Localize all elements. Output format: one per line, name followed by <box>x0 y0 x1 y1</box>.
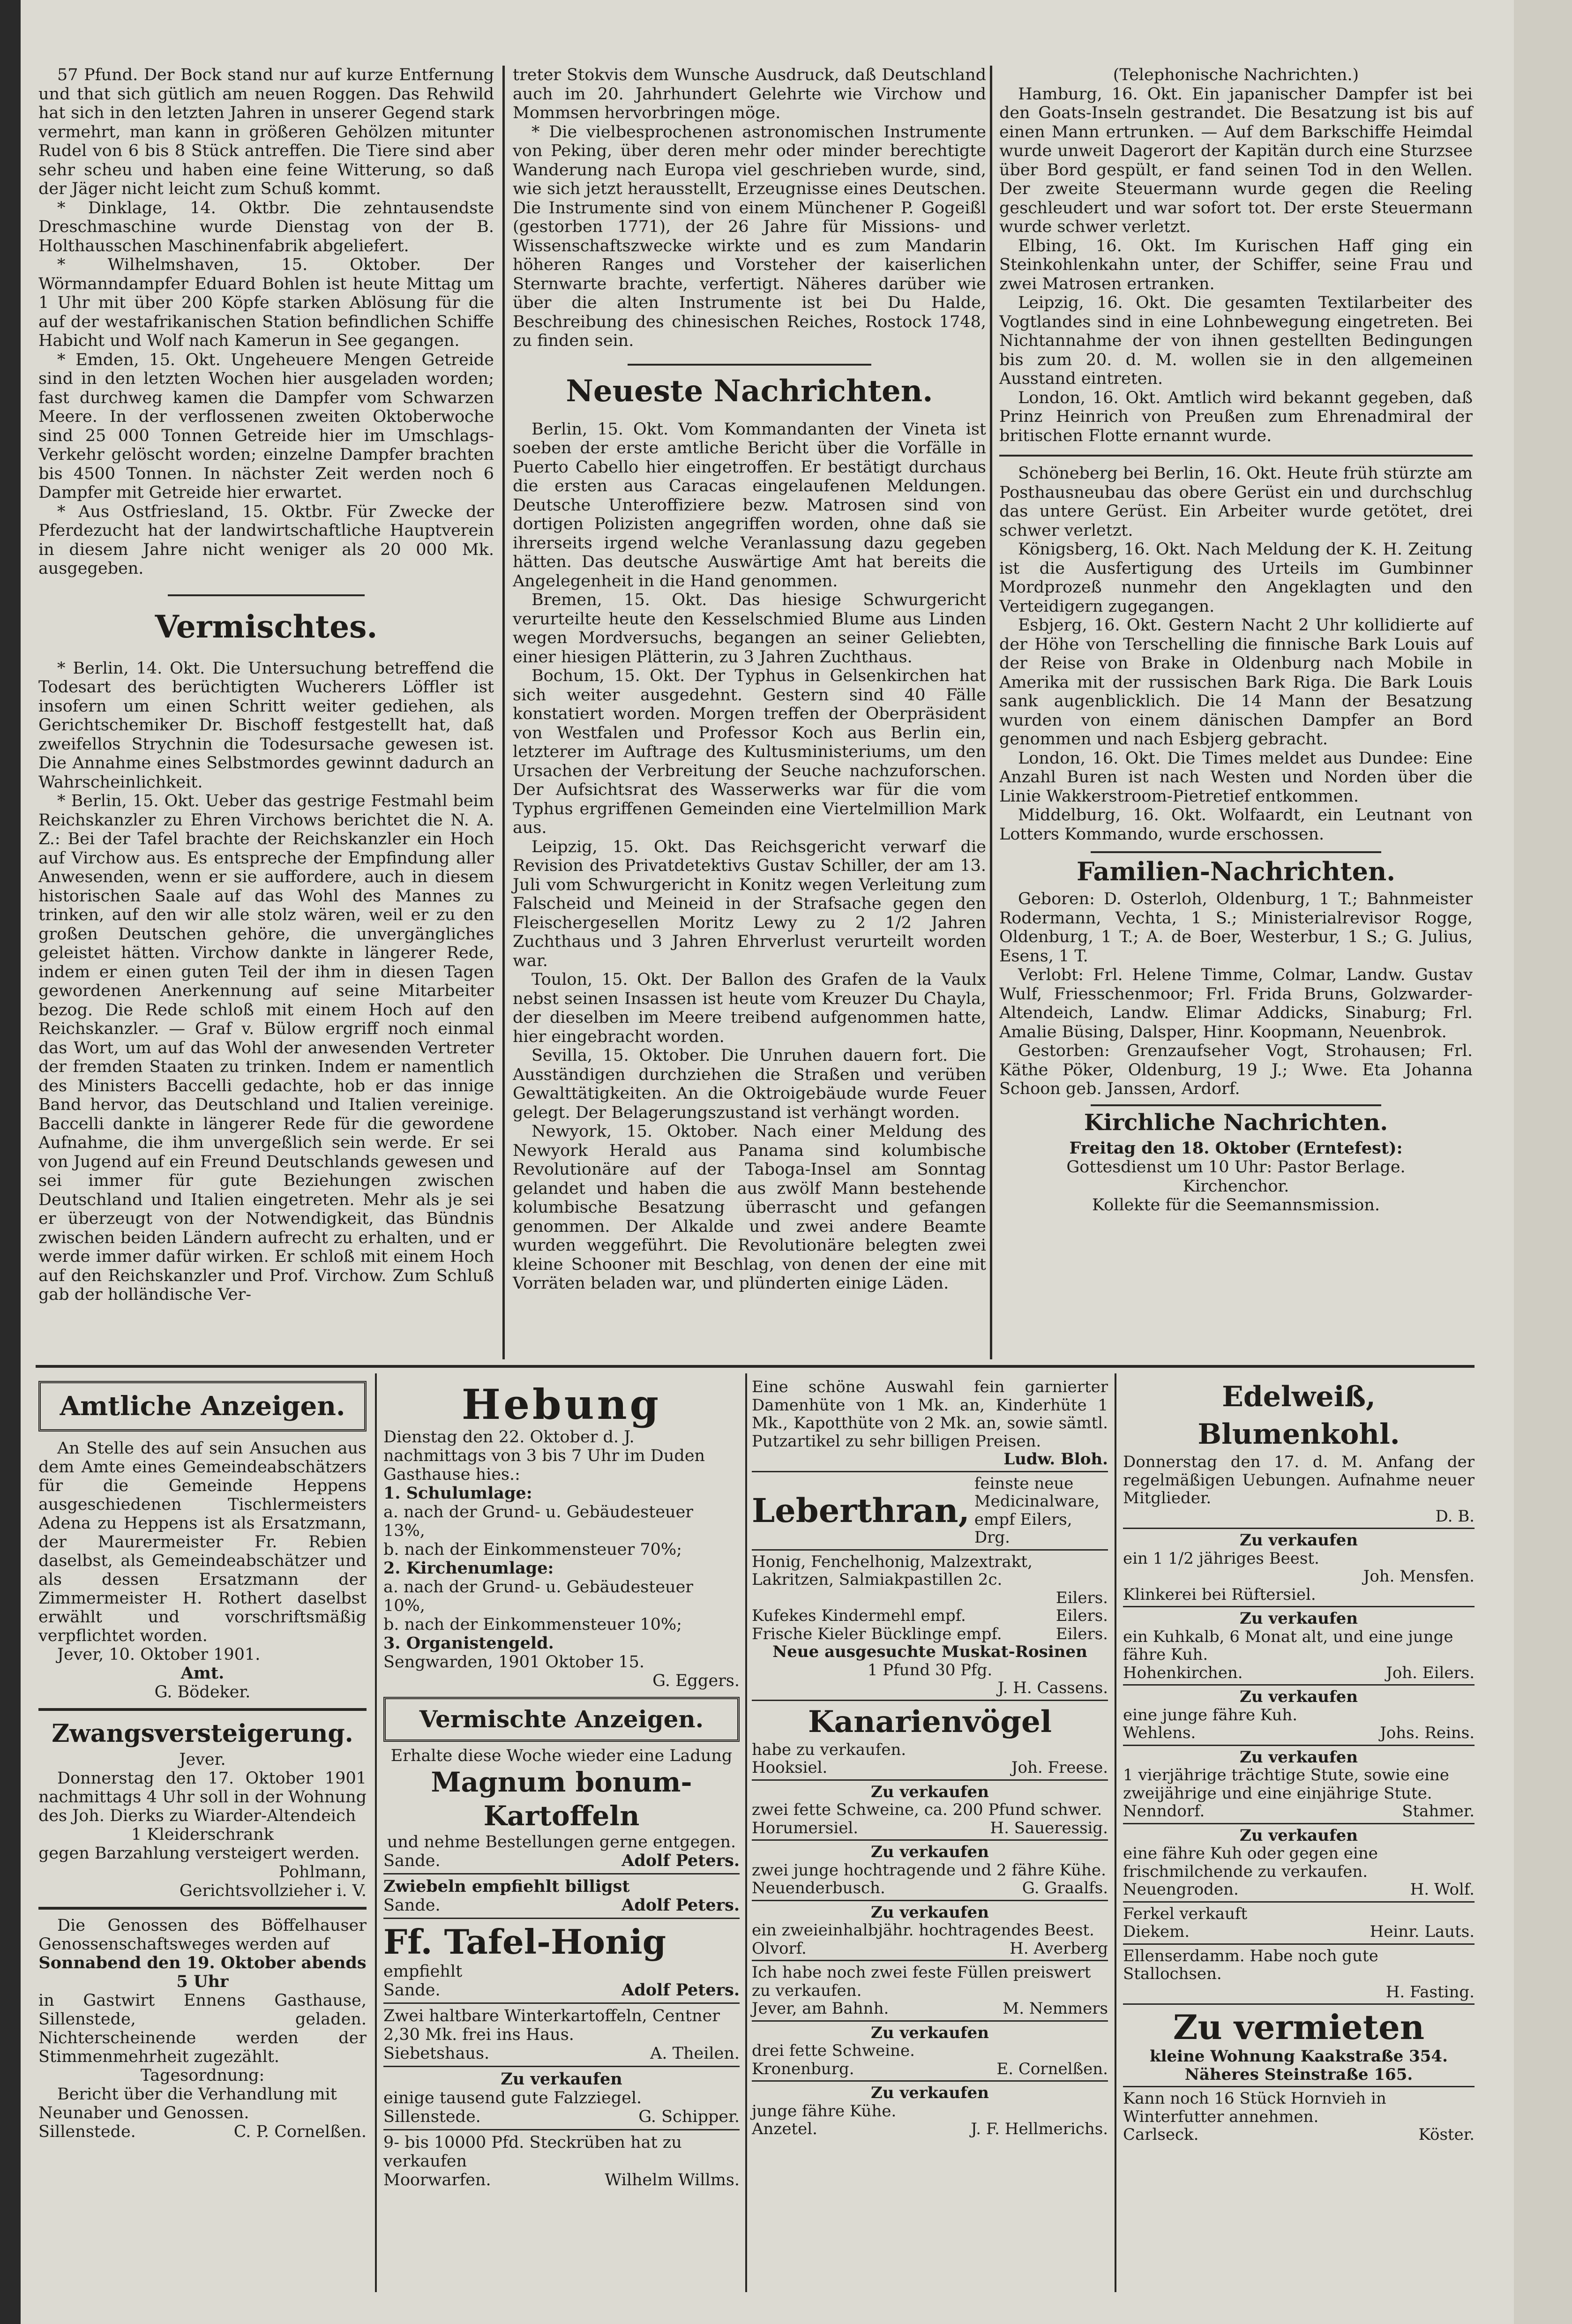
ad-signature: Joh. Freese. <box>1011 1758 1108 1777</box>
ad-subheading: Zu verkaufen <box>871 1782 989 1801</box>
column-rule <box>745 1373 747 2292</box>
ad-signature: Köster. <box>1418 2125 1475 2144</box>
ad-subheading: Zu verkaufen <box>871 2084 989 2102</box>
scan-edge <box>0 0 21 2324</box>
ad-signature: Eilers. <box>1055 1624 1108 1643</box>
article: Berlin, 15. Okt. Vom Kommandanten der Vineta ist soeben der erste amtliche Bericht über die Vorfälle in Puerto Cabello hier eingetroffen. Er bestätigt durchaus die ersten aus Caracas eingelaufenen Meldungen. Deutsche Unteroffiziere bezw. Matrosen sind von dortigen Polizisten angegriffen worden, ohne daß sie ihrerseits irgend welche Veranlassung dazu gegeben hätten. Das deutsche Auswärtige Amt hat bereits die Angelegenheit in die Hand genommen. <box>513 420 986 591</box>
ad-text: Frische Kieler Bücklinge empf. <box>752 1624 1002 1643</box>
ad-subheading: Zu verkaufen <box>871 1903 989 1922</box>
ad-date: Jever, 10. Oktober 1901. <box>57 1645 261 1664</box>
article: London, 16. Okt. Die Times meldet aus Dundee: Eine Anzahl Buren ist nach Westen und Norden über die Linie Wakkerstroom-Pietretief entkommen. <box>999 749 1473 806</box>
family-notice: Gestorben: Grenzaufseher Vogt, Strohausen; Frl. Käthe Pöker, Oldenburg, 19 J.; Wwe. Eta Johanna Schoon geb. Janssen, Ardorf. <box>999 1042 1473 1098</box>
ad-text: Ellenserdamm. Habe noch gute Stallochsen. <box>1123 1946 1378 1983</box>
ads-column-b <box>383 1381 740 2189</box>
article: Toulon, 15. Okt. Der Ballon des Grafen de la Vaulx nebst seinen Insassen ist heute vom Kreuzer Du Chayla, der dieselben im Meere treibend aufgenommen hatte, hier eingebracht worden. <box>513 970 986 1046</box>
article: Esbjerg, 16. Okt. Gestern Nacht 2 Uhr kollidierte auf der Höhe von Terschelling die finnische Bark Louis auf der Reise von Brake in Oldenburg nach Mobile in Amerika mit der russischen Bark Riga. Die Bark Louis sank augenblicklich. Die 14 Mann der Besatzung wurden von einem dänischen Dampfer an Bord genommen und nach Esbjerg gebracht. <box>999 616 1473 749</box>
ad-subheading: Zu verkaufen <box>1240 1747 1358 1767</box>
section-heading: Vermischtes. <box>155 608 378 645</box>
ad-text: ein zweieinhalbjähr. hochtragendes Beest. <box>752 1921 1094 1940</box>
ad-signature: E. Cornelßen. <box>996 2059 1108 2078</box>
church-line: Kirchenchor. <box>1183 1177 1289 1196</box>
ad-heading: Zwangsversteigerung. <box>52 1719 353 1748</box>
ad-signature: G. Eggers. <box>652 1672 740 1690</box>
column-rule <box>1115 1373 1116 2292</box>
ad-heading: Hebung <box>461 1380 662 1429</box>
column-rule <box>375 1373 377 2292</box>
ad-text: empfiehlt <box>383 1962 463 1981</box>
church-line: Gottesdienst um 10 Uhr: Pastor Berlage. <box>1066 1158 1406 1177</box>
ad-date: Sengwarden, 1901 Oktober 15. <box>383 1653 644 1672</box>
ad-text: Näheres Steinstraße 165. <box>1184 2065 1413 2084</box>
ad-text: feinste neue Medicinalware, empf Eilers, Drg. <box>974 1474 1100 1547</box>
ad-text: einige tausend gute Falzziegel. <box>383 2089 642 2107</box>
article: * Emden, 15. Okt. Ungeheuere Mengen Getreide sind in den letzten Wochen hier ausgeladen worden; fast durchweg kamen die Dampfer vom Schwarzen Meere. In der verflossenen zweiten Oktoberwoche sind 25 000 Tonnen Getreide hier im Umschlags-Verkehr gelöscht worden; einzelne Dampfer brachten bis 4500 Tonnen. In nächster Zeit werden noch 6 Dampfer mit Getreide hier erwartet. <box>38 350 494 502</box>
ad-subheading: Zu verkaufen <box>871 2023 989 2042</box>
article: Hamburg, 16. Okt. Ein japanischer Dampfer ist bei den Goats-Inseln gestrandet. Die Besatzung ist bis auf einen Mann ertrunken. — Auf dem Barkschiffe Heimdal wurde unweit Dagerort der Kapitän durch eine Sturzsee über Bord gespült, er fand seinen Tod in den Wellen. Der zweite Steuermann wurde gegen die Reeling geschleudert und war sofort tot. Der erste Steuermann wurde schwer verletzt. <box>999 84 1473 236</box>
ad-text: Zwiebeln empfiehlt billigst <box>383 1877 630 1896</box>
ad-place: Sillenstede. <box>38 2122 136 2141</box>
section-heading: Kirchliche Nachrichten. <box>1084 1109 1388 1136</box>
ad-text: in Gastwirt Ennens Gasthause, Sillenstede, geladen. Nichterscheinende werden der Stimmenmehrheit zugezählt. <box>38 1991 367 2066</box>
ad-text: ein Kuhkalb, 6 Monat alt, und eine junge fähre Kuh. <box>1123 1627 1453 1664</box>
ad-place: Kronenburg. <box>752 2059 854 2078</box>
ad-headline: Kanarienvögel <box>808 1704 1052 1739</box>
ad-text: zwei fette Schweine, ca. 200 Pfund schwer. <box>752 1800 1102 1819</box>
ad-signature: H. Averberg <box>1010 1939 1108 1958</box>
ad-text: eine junge fähre Kuh. <box>1123 1705 1298 1724</box>
church-date: Freitag den 18. Oktober (Erntefest): <box>1069 1138 1403 1158</box>
ad-subheading: Zu verkaufen <box>1240 1687 1358 1706</box>
ad-text: b. nach der Einkommensteuer 10%; <box>383 1615 682 1634</box>
article: Königsberg, 16. Okt. Nach Meldung der K. H. Zeitung ist die Ausfertigung des Urteils im Gumbinner Mordprozeß nunmehr den Angeklagten und den Verteidigern zugegangen. <box>999 540 1473 616</box>
article: Middelburg, 16. Okt. Wolfaardt, ein Leutnant von Lotters Kommando, wurde erschossen. <box>999 806 1473 844</box>
ad-office: Amt. <box>180 1664 225 1683</box>
ad-signature: G. Bödeker. <box>154 1683 251 1702</box>
ad-text: Ferkel verkauft <box>1123 1904 1248 1923</box>
ad-signature: J. H. Cassens. <box>997 1679 1108 1697</box>
ad-text: eine fähre Kuh oder gegen eine frischmilchende zu verkaufen. <box>1123 1844 1378 1881</box>
section-heading: Neueste Nachrichten. <box>566 373 933 409</box>
ad-headline: Magnum bonum-Kartoffeln <box>431 1766 692 1832</box>
ad-place: Moorwarfen. <box>383 2171 491 2189</box>
ad-place: Neuenderbusch. <box>752 1879 885 1897</box>
ad-text: habe zu verkaufen. <box>752 1740 906 1759</box>
ad-signature: Joh. Mensfen. <box>1363 1567 1475 1586</box>
article: * Dinklage, 14. Oktbr. Die zehntausendste Dreschmaschine wurde Dienstag von der B. Holthausschen Maschinenfabrik abgeliefert. <box>38 198 494 255</box>
church-line: Kollekte für die Seemannsmission. <box>1092 1196 1380 1214</box>
ad-subheading: 1. Schulumlage: <box>383 1484 532 1503</box>
article: Bremen, 15. Okt. Das hiesige Schwurgericht verurteilte heute den Kesselschmied Blume aus Linden wegen Mordversuchs, begangen an seiner Geliebten, einer hiesigen Plätterin, zu 3 Jahren Zuchthaus. <box>513 591 986 667</box>
ad-text: 1 Pfund 30 Pfg. <box>867 1660 993 1679</box>
ad-signature: G. Schipper. <box>638 2107 740 2126</box>
ad-place: Jever. <box>179 1750 226 1769</box>
ad-subheading: 2. Kirchenumlage: <box>383 1559 554 1578</box>
article: Bochum, 15. Okt. Der Typhus in Gelsenkirchen hat sich weiter ausgedehnt. Gestern sind 40 Fälle konstatiert worden. Morgen treffen der Oberpräsident von Westfalen und Professor Koch aus Berlin ein, letzterer im Auftrage des Kultusministeriums, um den Ursachen der Verbreitung der Seuche nachzuforschen. Der Aufsichtsrat des Wasserwerks war für die vom Typhus ergriffenen Gemeinden eine Viertelmillion Mark aus. <box>513 667 986 837</box>
column-rule <box>502 66 505 1359</box>
column-3 <box>999 66 1473 1215</box>
ad-place: Hohenkirchen. <box>1123 1663 1243 1682</box>
ad-subheading: Tagesordnung: <box>140 2066 265 2085</box>
ad-item: 1 Kleiderschrank <box>131 1825 274 1844</box>
ad-text: An Stelle des auf sein Ansuchen aus dem Amte eines Gemeindeabschätzers für die Gemeinde Heppens ausgeschiedenen Tischlermeisters Adena zu Heppens ist als Ersatzmann, der Maurermeister Fr. Rebien daselbst, als Gemeindeabschätzer und als dessen Ersatzmann der Zimmermeister H. Rothert daselbst erwählt und vorschriftsmäßig verpflichtet worden. <box>38 1439 367 1645</box>
ad-signature: Wilhelm Willms. <box>605 2171 740 2189</box>
ad-text: Bericht über die Verhandlung mit Neunaber und Genossen. <box>38 2085 337 2122</box>
ad-signature: C. P. Cornelßen. <box>233 2122 367 2141</box>
ad-text: drei fette Schweine. <box>752 2041 915 2060</box>
ads-column-a <box>38 1381 367 2141</box>
ad-text: ein 1 1/2 jähriges Beest. <box>1123 1549 1319 1568</box>
ad-signature: Adolf Peters. <box>621 1896 740 1915</box>
ad-text: junge fähre Kühe. <box>752 2101 897 2121</box>
ad-text: Eine schöne Auswahl fein garnierter Damenhüte von 1 Mk. an, Kinderhüte 1 Mk., Kapotthüte von 2 Mk. an, sowie sämtl. Putzartikel zu sehr billigen Preisen. <box>752 1378 1108 1451</box>
column-rule <box>990 66 992 1359</box>
ad-place: Nenndorf. <box>1123 1802 1205 1821</box>
family-notice: Verlobt: Frl. Helene Timme, Colmar, Landw. Gustav Wulf, Friesschenmoor; Frl. Frida Bruns, Golzwarder-Altendeich, Landw. Elimar Addicks, Sinaburg; Frl. Amalie Büsing, Dalsper, Hinr. Koopmann, Neuenbrok. <box>999 966 1473 1042</box>
ad-text: Donnerstag den 17. d. M. Anfang der regelmäßigen Uebungen. Aufnahme neuer Mitglieder. <box>1123 1453 1475 1507</box>
ad-headline: Ff. Tafel-Honig <box>383 1922 666 1962</box>
ad-signature: Johs. Reins. <box>1380 1724 1475 1742</box>
ad-text: Dienstag den 22. Oktober d. J. nachmittags von 3 bis 7 Uhr im Duden Gasthause hies.: <box>383 1428 705 1484</box>
ad-subheading: Zu verkaufen <box>871 1843 989 1861</box>
ad-place: Carlseck. <box>1123 2125 1199 2144</box>
ad-place: Klinkerei bei Rüftersiel. <box>1123 1585 1316 1604</box>
column-2 <box>513 66 986 1293</box>
ad-text: Zwei haltbare Winterkartoffeln, Centner 2,30 Mk. frei ins Haus. <box>383 2007 720 2044</box>
ad-headline: Edelweiß, Blumenkohl. <box>1198 1380 1400 1451</box>
ads-divider <box>36 1365 1475 1368</box>
section-heading: Familien-Nachrichten. <box>1076 856 1396 886</box>
ad-place: Siebetshaus. <box>383 2044 490 2063</box>
article: * Berlin, 14. Okt. Die Untersuchung betreffend die Todesart des berüchtigten Wucherers Löffler ist insofern um einen Schritt weiter gediehen, als Gerichtschemiker Dr. Bischoff festgestellt hat, daß zweifellos Strychnin die Todesursache gewesen ist. Die Annahme eines Selbstmordes gewinnt dadurch an Wahrscheinlichkeit. <box>38 659 494 792</box>
ad-signature: M. Nemmers <box>1003 1999 1108 2018</box>
ad-signature: Eilers. <box>1055 1606 1108 1625</box>
article: * Berlin, 15. Okt. Ueber das gestrige Festmahl beim Reichskanzler zu Ehren Virchows berichtet die N. A. Z.: Bei der Tafel brachte der Reichskanzler ein Hoch auf Virchow aus. Es entspreche der Empfindung aller Anwesenden, wenn er sie auffordere, auch in diesem historischen Saale auf das Wohl des Mannes zu trinken, auf den wir alle stolz wären, weil er zu den großen Deutschen gehöre, die unvergängliches geleistet hätten. Virchow dankte in längerer Rede, indem er einen guten Teil der ihm in diesen Tagen gewordenen Anerkennung auf seine Mitarbeiter bezog. Die Rede schloß mit einem Hoch auf den Reichskanzler. — Graf v. Bülow ergriff noch einmal das Wort, um auf das Wohl der anwesenden Vertreter der fremden Staaten zu trinken. Indem er namentlich des Ministers Baccelli gedachte, hob er das innige Band hervor, das Deutschland und Italien vereinige. Baccelli dankte in längerer Rede für die gewordene Aufnahme, die ihm unvergeßlich sein werde. Er sei von Jugend auf ein Freund Deutschlands gewesen und sei immer für gute Beziehungen zwischen Deutschland und Italien eingetreten. Mehr als je sei er überzeugt von der Notwendigkeit, das Bündnis zwischen beiden Ländern aufrecht zu erhalten, und er werde immer dafür wirken. Er schloß mit einem Hoch auf den Reichskanzler und Prof. Virchow. Zum Schluß gab der holländische Ver- <box>38 792 494 1304</box>
ad-signature: Stahmer. <box>1402 1802 1475 1821</box>
column-1 <box>38 66 494 1304</box>
ad-headline: Zu vermieten <box>1173 2007 1425 2047</box>
ad-signature: H. Wolf. <box>1410 1880 1475 1899</box>
ad-text: a. nach der Grund- u. Gebäudesteuer 10%, <box>383 1578 694 1615</box>
ad-place: Anzetel. <box>752 2120 817 2138</box>
ad-signature: Adolf Peters. <box>621 1851 740 1870</box>
ad-text: Donnerstag den 17. Oktober 1901 nachmittags 4 Uhr soll in der Wohnung des Joh. Dierks zu Wiarder-Altendeich <box>38 1769 367 1825</box>
article: * Wilhelmshaven, 15. Oktober. Der Wörmanndampfer Eduard Bohlen ist heute Mittag um 1 Uhr mit über 200 Köpfe starken Ablösung für die auf der westafrikanischen Station befindlichen Schiffe Habicht und Wolf nach Kamerun in See gegangen. <box>38 255 494 350</box>
ad-place: Wehlens. <box>1123 1724 1196 1742</box>
ad-signature: Heinr. Lauts. <box>1370 1922 1475 1941</box>
ad-text: Die Genossen des Böffelhauser Genossenschaftsweges werden auf <box>38 1916 367 1954</box>
ad-text: 1 vierjährige trächtige Stute, sowie eine zweijährige und eine einjährige Stute. <box>1123 1766 1449 1803</box>
ad-text: Ich habe noch zwei feste Füllen preiswert zu verkaufen. <box>752 1963 1091 2000</box>
telephone-news-label: (Telephonische Nachrichten.) <box>1113 66 1359 84</box>
ad-text: kleine Wohnung Kaakstraße 354. <box>1150 2047 1448 2066</box>
ad-place: Jever, am Bahnh. <box>752 1999 889 2018</box>
article: Leipzig, 16. Okt. Die gesamten Textilarbeiter des Vogtlandes sind in eine Lohnbewegung eingetreten. Bei Nichtannahme der von ihnen gestellten Bedingungen bis zum 20. d. M. wollen sie in den allgemeinen Ausstand eintreten. <box>999 293 1473 388</box>
article: treter Stokvis dem Wunsche Ausdruck, daß Deutschland auch im 20. Jahrhundert Gelehrte wie Virchow und Mommsen hervorbringen möge. <box>513 66 986 122</box>
ad-place: Sande. <box>383 1852 441 1870</box>
ad-text: Kufekes Kindermehl empf. <box>752 1606 966 1625</box>
family-notice: Geboren: D. Osterloh, Oldenburg, 1 T.; Bahnmeister Rodermann, Vechta, 1 S.; Ministerialrevisor Rogge, Oldenburg, 1 T.; A. de Boer, Westerbur, 1 S.; G. Julius, Esens, 1 T. <box>999 890 1473 966</box>
ad-signature: D. B. <box>1435 1507 1475 1526</box>
ad-text: und nehme Bestellungen gerne entgegen. <box>387 1833 736 1852</box>
ad-text: Kann noch 16 Stück Hornvieh in Winterfutter annehmen. <box>1123 2089 1386 2126</box>
ad-signature: J. F. Hellmerichs. <box>971 2120 1108 2138</box>
ad-subheading: 3. Organistengeld. <box>383 1634 554 1653</box>
ad-signature: Joh. Eilers. <box>1386 1663 1475 1682</box>
ad-signature: Pohlmann, <box>278 1863 367 1882</box>
ad-subheading: Zu verkaufen <box>1240 1531 1358 1550</box>
ad-signature: Ludw. Bloh. <box>1003 1450 1108 1469</box>
ads-column-c <box>752 1378 1108 2138</box>
article: Newyork, 15. Oktober. Nach einer Meldung des Newyork Herald aus Panama sind kolumbische Revolutionäre auf der Taboga-Insel am Sonntag gelandet und haben die aus zwölf Mann bestehende kolumbische Besatzung überrascht und gefangen genommen. Der Alkalde und zwei andere Beamte wurden weggeführt. Die Revolutionäre belegten zwei kleine Schooner mit Beschlag, von denen der eine mit Vorräten beladen war, und plünderten einige Läden. <box>513 1122 986 1293</box>
ad-signature: G. Graalfs. <box>1022 1879 1108 1897</box>
ad-place: Horumersiel. <box>752 1818 859 1837</box>
ad-place: Olvorf. <box>752 1939 807 1958</box>
ad-text: Erhalte diese Woche wieder eine Ladung <box>390 1747 733 1765</box>
ad-place: Sande. <box>383 1981 441 2000</box>
ad-text: zwei junge hochtragende und 2 fähre Kühe. <box>752 1860 1106 1880</box>
article: * Aus Ostfriesland, 15. Oktbr. Für Zwecke der Pferdezucht hat der landwirtschaftliche Hauptverein in diesem Jahre nicht weniger als 20 000 Mk. ausgegeben. <box>38 502 494 578</box>
article: Leipzig, 15. Okt. Das Reichsgericht verwarf die Revision des Privatdetektivs Gustav Schiller, der am 13. Juli vom Schwurgericht in Konitz wegen Verleitung zum Falscheid und Meineid in der Strafsache gegen den Fleischergesellen Moritz Lewy zu 2 1/2 Jahren Zuchthaus und 3 Jahren Ehrverlust verurteilt worden war. <box>513 837 986 970</box>
ad-subheading: Zu verkaufen <box>1240 1826 1358 1845</box>
ad-text: gegen Barzahlung versteigert werden. <box>38 1844 360 1863</box>
article: London, 16. Okt. Amtlich wird bekannt gegeben, daß Prinz Heinrich von Preußen zum Ehrenadmiral der britischen Flotte ernannt wurde. <box>999 388 1473 445</box>
ad-headline: Leberthran, <box>752 1491 970 1530</box>
ad-signature: Eilers. <box>1055 1588 1108 1607</box>
ad-place: Sillenstede. <box>383 2107 481 2126</box>
ad-text: b. nach der Einkommensteuer 70%; <box>383 1540 682 1559</box>
ad-subheading: Zu verkaufen <box>501 2069 622 2089</box>
ad-signature: H. Saueressig. <box>990 1818 1108 1837</box>
article: Schöneberg bei Berlin, 16. Okt. Heute früh stürzte am Posthausneubau das obere Gerüst ein und durchschlug das untere Gerüst. Ein Arbeiter wurde getötet, drei schwer verletzt. <box>999 464 1473 540</box>
ad-text: 9- bis 10000 Pfd. Steckrüben hat zu verkaufen <box>383 2133 682 2171</box>
paper-margin <box>1514 0 1572 2324</box>
ad-date: Sonnabend den 19. Oktober abends 5 Uhr <box>38 1953 367 1991</box>
ad-text: Honig, Fenchelhonig, Malzextrakt, Lakritzen, Salmiakpastillen 2c. <box>752 1552 1033 1589</box>
ad-subheading: Zu verkaufen <box>1240 1609 1358 1628</box>
article: Elbing, 16. Okt. Im Kurischen Haff ging ein Steinkohlenkahn unter, der Schiffer, seine Frau und zwei Matrosen ertranken. <box>999 236 1473 293</box>
ad-heading: Amtliche Anzeigen. <box>60 1391 345 1422</box>
ad-place: Sande. <box>383 1896 441 1915</box>
article: Sevilla, 15. Oktober. Die Unruhen dauern fort. Die Ausständigen durchziehen die Straßen und verüben Gewalttätigkeiten. An die Oktroigebäude wurde Feuer gelegt. Der Belagerungszustand ist verhängt worden. <box>513 1046 986 1122</box>
ad-headline: Neue ausgesuchte Muskat-Rosinen <box>772 1642 1087 1661</box>
ad-heading: Vermischte Anzeigen. <box>419 1705 704 1733</box>
ad-signature: H. Fasting. <box>1385 1982 1475 2002</box>
ad-text: a. nach der Grund- u. Gebäudesteuer 13%, <box>383 1503 694 1540</box>
article: * Die vielbesprochenen astronomischen Instrumente von Peking, über deren mehr oder minder berechtigte Wanderung nach Europa viel geschrieben wurde, sind, wie sich jetzt herausstellt, Erzeugnisse eines Deutschen. Die Instrumente sind von einem Münchener P. Gogeißl (gestorben 1771), der 26 Jahre für Missions- und Wissenschaftszwecke wirkte und es zum Mandarin höheren Ranges und Vorsteher der kaiserlichen Sternwarte brachte, verfertigt. Näheres darüber wie über die alten Instrumente ist bei Du Halde, Beschreibung des chinesischen Reiches, Rostock 1748, zu finden sein. <box>513 122 986 350</box>
article: 57 Pfund. Der Bock stand nur auf kurze Entfernung und that sich gütlich am neuen Roggen. Das Rehwild hat sich in den letzten Jahren in unserer Gegend stark vermehrt, man kann in größeren Gehölzen mitunter Rudel von 6 bis 8 Stück antreffen. Die Tiere sind aber sehr scheu und haben eine feine Witterung, so daß der Jäger nicht leicht zum Schuß kommt. <box>38 66 494 198</box>
ad-place: Neuengroden. <box>1123 1880 1239 1899</box>
ad-place: Diekem. <box>1123 1922 1190 1941</box>
ad-place: Hooksiel. <box>752 1758 828 1777</box>
ad-signature: Adolf Peters. <box>621 1980 740 2000</box>
ad-signature: A. Theilen. <box>650 2044 740 2063</box>
ads-column-d <box>1123 1378 1475 2144</box>
ad-signature: Gerichtsvollzieher i. V. <box>179 1882 367 1900</box>
